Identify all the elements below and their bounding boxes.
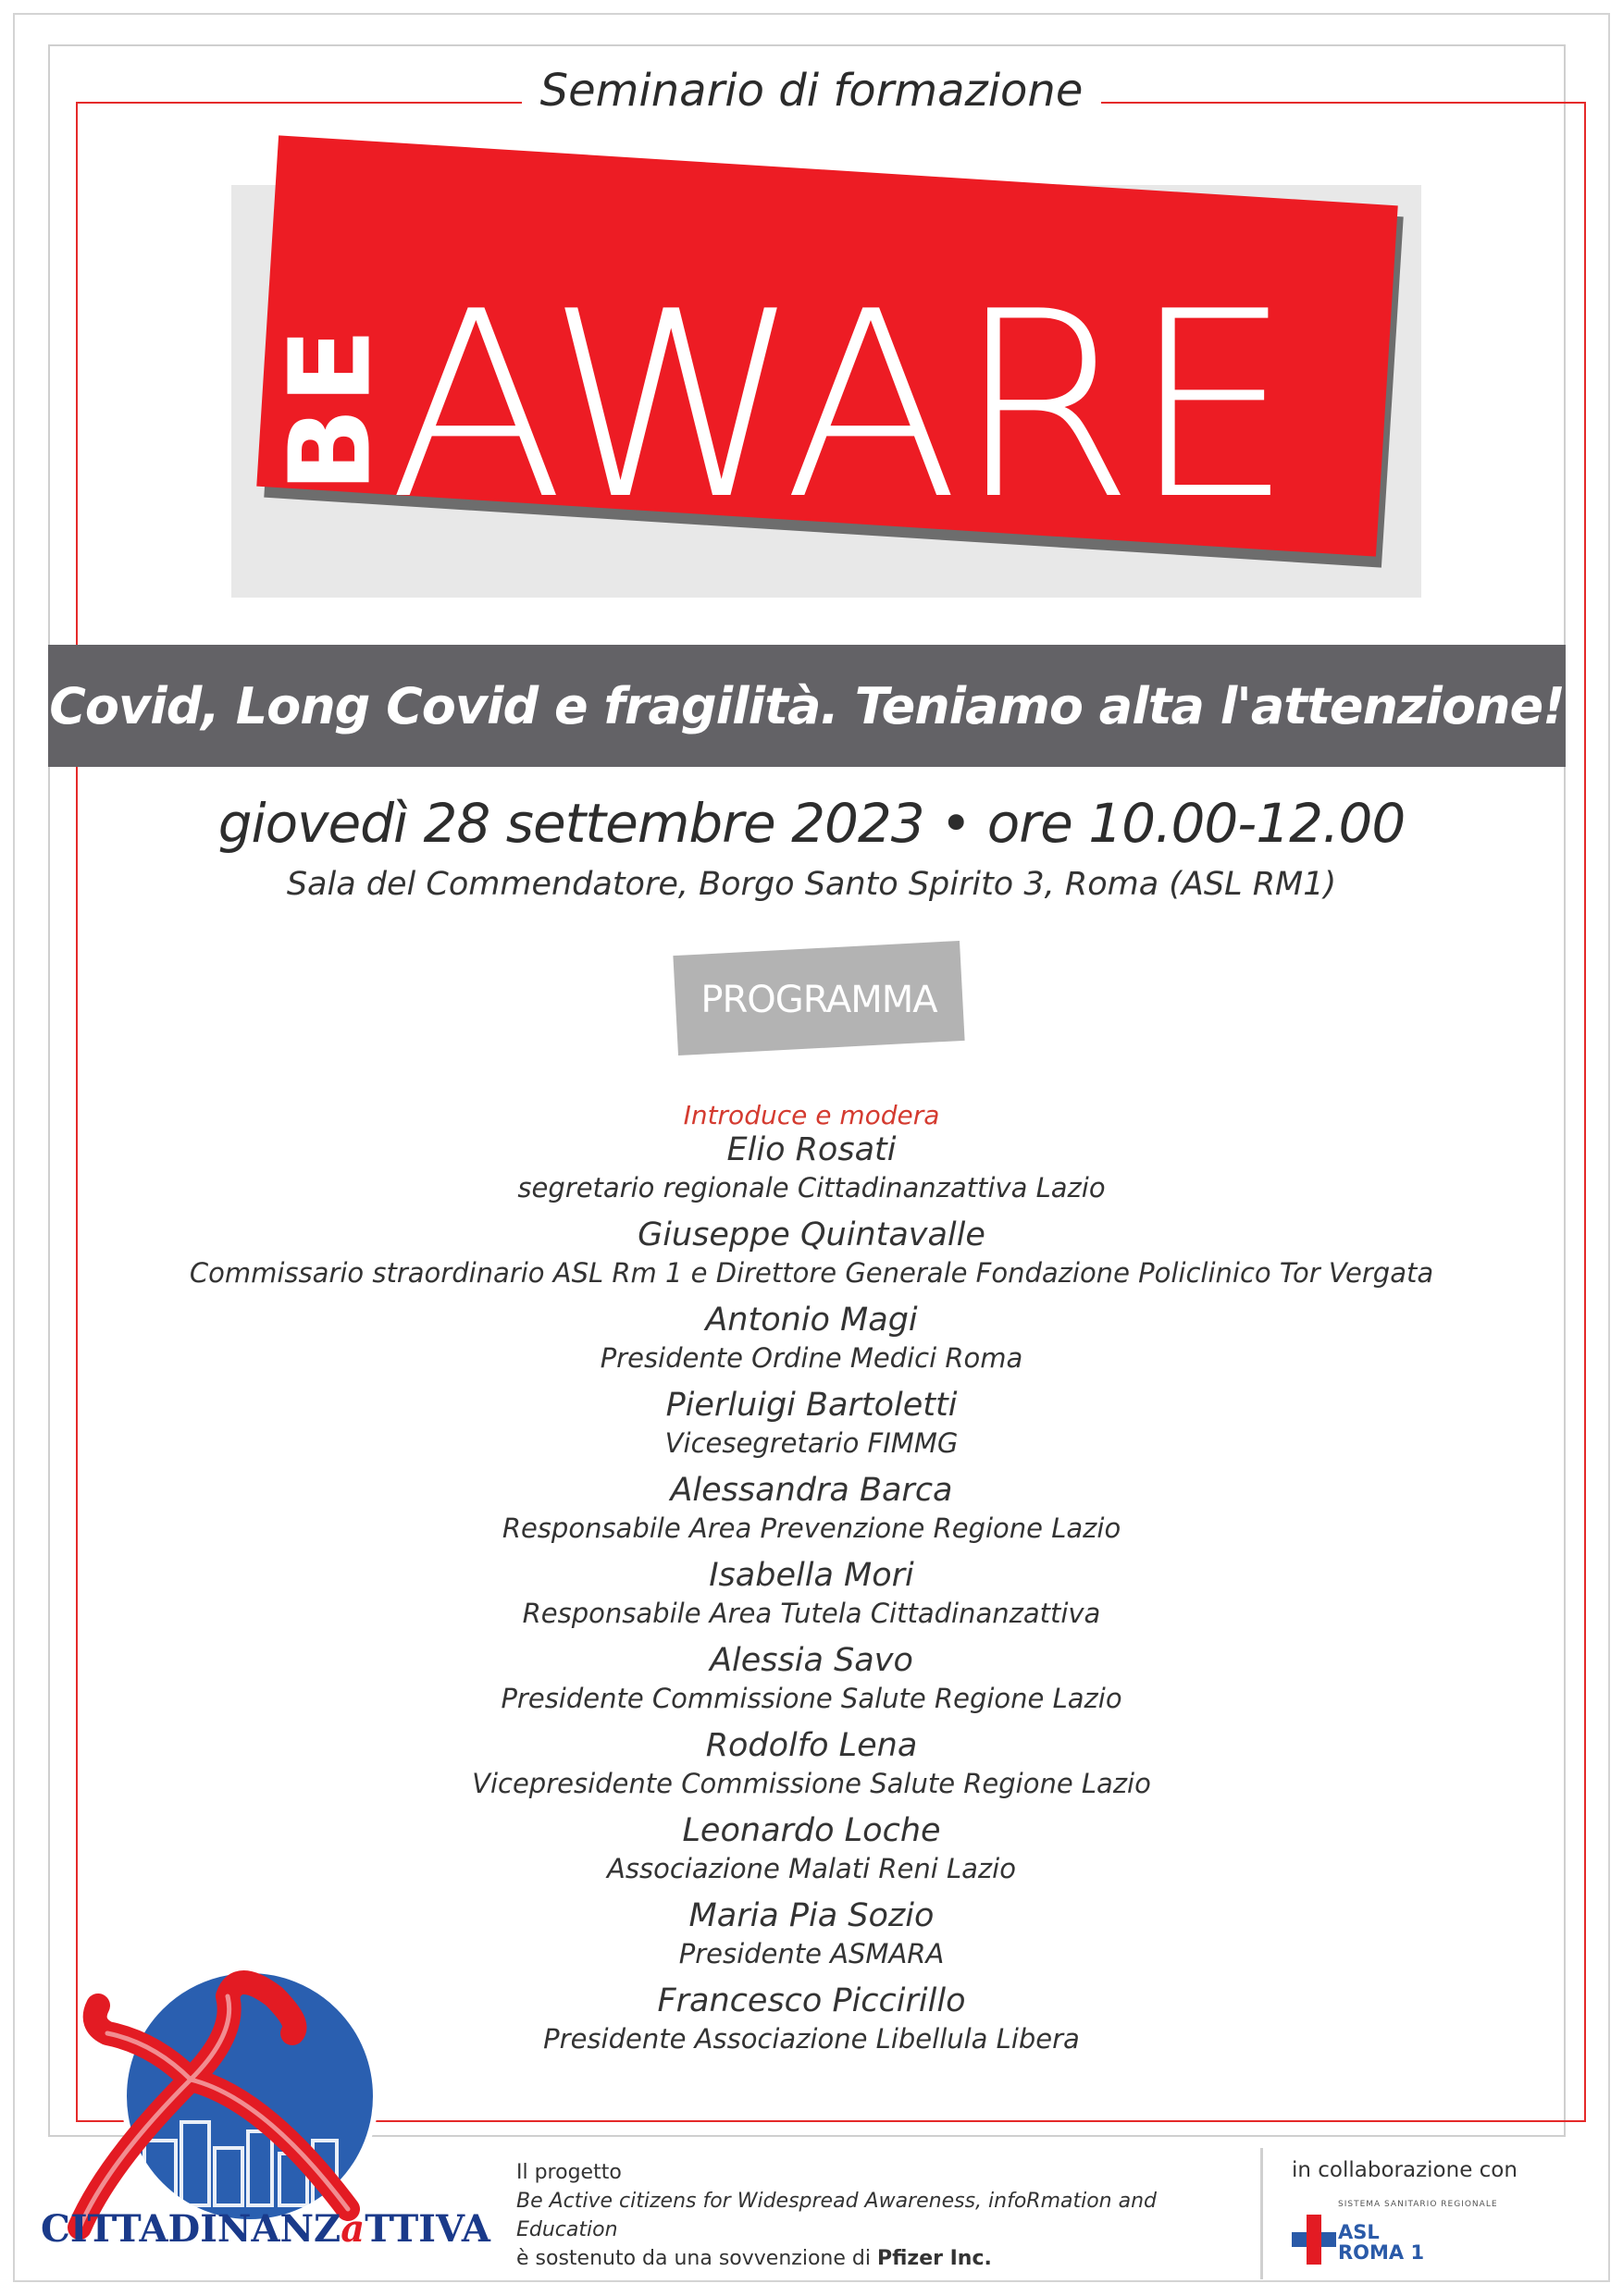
asl-roma1-logo (1292, 2198, 1569, 2272)
speaker-name: Alessia Savo (710, 1642, 913, 1679)
speaker-role: segretario regionale Cittadinanzattiva Lazio (517, 1172, 1106, 1204)
cittadinanzattiva-wordmark: CITTADINANZaTTIVA (41, 2207, 490, 2251)
speaker-role: Presidente Commissione Salute Regione Lazio (501, 1683, 1122, 1714)
speaker-name: Isabella Mori (709, 1557, 914, 1594)
speaker-entry (0, 1130, 1623, 1206)
speaker-entry (0, 1216, 1623, 1291)
speaker-role: Presidente Associazione Libellula Libera (543, 2023, 1080, 2055)
speaker-role: Commissario straordinario ASL Rm 1 e Direttore Generale Fondazione Policlinico Tor Vergata (189, 1257, 1434, 1289)
speaker-role: Presidente ASMARA (678, 1938, 945, 1969)
speaker-name: Francesco Piccirillo (657, 1982, 966, 2019)
logo-be-text: BE (266, 324, 396, 493)
speaker-role: Presidente Ordine Medici Roma (600, 1342, 1023, 1374)
logo-aware-text: AWARE (389, 256, 1290, 556)
speaker-name: Elio Rosati (726, 1131, 897, 1168)
speaker-entry (0, 1726, 1623, 1802)
program-intro-label: Introduce e modera (683, 1100, 940, 1130)
seminar-label-wrap (0, 65, 1623, 117)
speaker-role: Vicesegretario FIMMG (664, 1427, 959, 1459)
event-venue: Sala del Commendatore, Borgo Santo Spirito 3, Roma (ASL RM1) (286, 866, 1337, 903)
speaker-role: Responsabile Area Tutela Cittadinanzattiva (522, 1598, 1101, 1629)
asl-system-label: SISTEMA SANITARIO REGIONALE (1338, 2200, 1498, 2209)
speaker-name: Maria Pia Sozio (688, 1897, 935, 1934)
program-label: PROGRAMMA (700, 979, 937, 1021)
program-list (0, 1097, 1623, 2067)
subtitle-text: Covid, Long Covid e fragilità. Teniamo alta l'attenzione! (49, 676, 1565, 735)
speaker-name: Rodolfo Lena (705, 1727, 918, 1764)
project-line-2: Be Active citizens for Widespread Awareness, infoRmation and Education (516, 2190, 1158, 2241)
speaker-name: Antonio Magi (705, 1302, 918, 1339)
speaker-name: Pierluigi Bartoletti (665, 1387, 958, 1424)
collaboration-label: in collaborazione con (1292, 2158, 1518, 2182)
speaker-entry (0, 1301, 1623, 1376)
speaker-role: Responsabile Area Prevenzione Regione Lazio (502, 1512, 1121, 1544)
speaker-name: Leonardo Loche (682, 1812, 941, 1849)
project-line-3: è sostenuto da una sovvenzione di Pfizer Inc. (516, 2247, 992, 2270)
speaker-role: Associazione Malati Reni Lazio (607, 1853, 1016, 1884)
event-date-time: giovedì 28 settembre 2023 • ore 10.00-12.00 (217, 792, 1406, 855)
speaker-entry (0, 1641, 1623, 1717)
speaker-role: Vicepresidente Commissione Salute Regione Lazio (472, 1768, 1151, 1799)
speaker-entry (0, 1386, 1623, 1462)
project-line-1: Il progetto (516, 2161, 622, 2184)
seminar-label: Seminario di formazione (522, 65, 1102, 117)
speaker-name: Giuseppe Quintavalle (638, 1216, 985, 1253)
speaker-entry (0, 1811, 1623, 1887)
speaker-entry (0, 1556, 1623, 1632)
subtitle-banner (48, 645, 1566, 767)
speaker-name: Alessandra Barca (670, 1472, 953, 1509)
footer-divider (1260, 2148, 1263, 2279)
project-info (516, 2158, 1257, 2273)
speaker-entry (0, 1471, 1623, 1547)
asl-name: ASL ROMA 1 (1338, 2221, 1425, 2264)
